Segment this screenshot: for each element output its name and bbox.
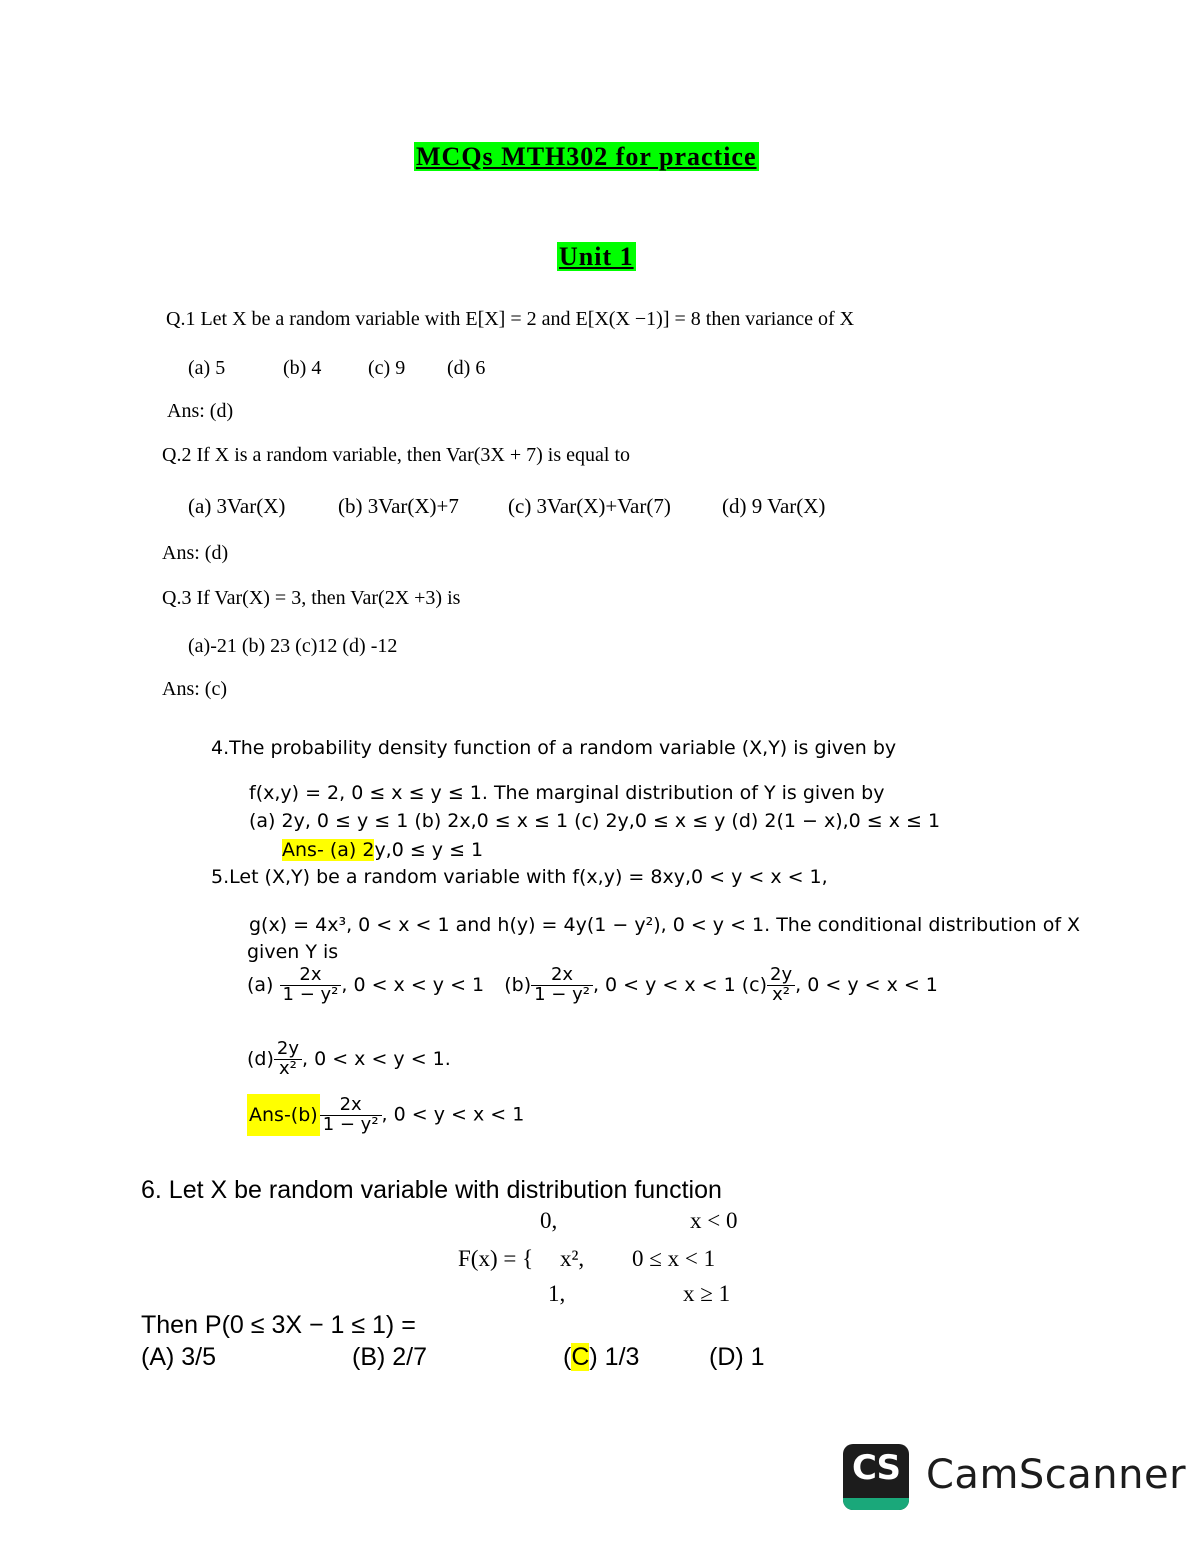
q5-option-c-cond: , 0 < y < x < 1: [795, 973, 938, 996]
q2-option-d: (d) 9 Var(X): [722, 494, 826, 518]
q1-options: [188, 357, 485, 380]
q1-option-c: (c) 9: [368, 357, 406, 379]
q1-text: Q.1 Let X be a random variable with E[X] = 2 and E[X(X −1)] = 8 then variance of X: [166, 308, 855, 330]
q3-options: (a)-21 (b) 23 (c)12 (d) -12: [188, 635, 398, 657]
q1-option-d: (d) 6: [447, 357, 486, 379]
q5-option-d-cond: , 0 < x < y < 1.: [302, 1047, 451, 1070]
q5-line1: 5.Let (X,Y) be a random variable with f(x,y) = 8xy,0 < y < x < 1,: [211, 866, 828, 888]
q2-text: Q.2 If X is a random variable, then Var(3X + 7) is equal to: [162, 444, 631, 466]
q5-option-d-row: [247, 1040, 451, 1079]
q5-answer-cond: , 0 < y < x < 1: [381, 1103, 525, 1126]
q5-option-c-fraction: [767, 966, 795, 1005]
q2-option-a: (a) 3Var(X): [188, 494, 286, 518]
q6-case2-value: x²,: [560, 1246, 585, 1271]
q5-option-c-den: x²: [772, 983, 791, 1005]
q5-option-c-label: (c): [741, 973, 768, 996]
q5-option-b-num: 2x: [531, 966, 593, 986]
q2-answer: Ans: (d): [162, 542, 229, 564]
q6-case3-condition: x ≥ 1: [683, 1281, 731, 1306]
q3-answer: Ans: (c): [162, 678, 227, 700]
q4-line1: 4.The probability density function of a random variable (X,Y) is given by: [211, 737, 897, 759]
page-title: [414, 142, 759, 172]
camscanner-logo-icon: [843, 1444, 909, 1510]
q6-option-c-rest: ) 1/3: [589, 1343, 640, 1371]
q5-answer-row: [247, 1094, 524, 1136]
q6-option-c: [563, 1343, 639, 1372]
q6-option-b: (B) 2/7: [352, 1343, 428, 1371]
q5-options-row: [247, 966, 938, 1005]
q5-line2: g(x) = 4x³, 0 < x < 1 and h(y) = 4y(1 − y²), 0 < y < 1. The conditional distribution of X: [249, 914, 1081, 936]
camscanner-badge-text: CS: [851, 1448, 901, 1488]
q5-option-d-fraction: [274, 1040, 302, 1079]
q5-option-b-label: (b): [504, 973, 532, 996]
q5-option-b-fraction: [531, 966, 593, 1005]
camscanner-badge-stripe: [843, 1498, 909, 1510]
q1-option-a: (a) 5: [188, 357, 226, 379]
q1-answer: Ans: (d): [167, 400, 234, 422]
q1-option-b: (b) 4: [283, 357, 322, 379]
q6-option-a: (A) 3/5: [141, 1343, 217, 1371]
q6-case3-value: 1,: [548, 1281, 566, 1306]
q5-option-d-num: 2y: [274, 1040, 302, 1060]
q2-option-c: (c) 3Var(X)+Var(7): [508, 494, 671, 518]
q5-option-b-den: 1 − y²: [534, 983, 590, 1005]
unit-heading: [557, 242, 636, 272]
q4-line3: (a) 2y, 0 ≤ y ≤ 1 (b) 2x,0 ≤ x ≤ 1 (c) 2y,0 ≤ x ≤ y (d) 2(1 − x),0 ≤ x ≤ 1: [249, 810, 941, 832]
q5-option-a-den: 1 − y²: [282, 983, 339, 1005]
q5-line3: given Y is: [247, 941, 339, 963]
q6-option-d: (D) 1: [709, 1343, 765, 1371]
q6-then: Then P(0 ≤ 3X − 1 ≤ 1) =: [141, 1311, 416, 1339]
q6-option-c-open: (: [563, 1343, 572, 1371]
q5-answer-fraction: [320, 1093, 382, 1135]
q6-case1-condition: x < 0: [690, 1208, 738, 1233]
q6-line1: 6. Let X be random variable with distribution function: [141, 1176, 722, 1204]
q5-option-a-label: (a): [247, 973, 274, 996]
q6-case2-condition: 0 ≤ x < 1: [632, 1246, 716, 1271]
q4-answer-highlight: Ans- (a) 2: [282, 839, 375, 861]
q2-option-b: (b) 3Var(X)+7: [338, 494, 459, 518]
q4-answer: [282, 839, 483, 861]
q6-case1-value: 0,: [540, 1208, 558, 1233]
q5-option-d-label: (d): [247, 1047, 274, 1070]
q6-function-label: F(x) = {: [458, 1246, 534, 1271]
unit-text: Unit 1: [559, 242, 634, 271]
q5-answer-highlight: Ans-(b): [247, 1094, 320, 1136]
q3-text: Q.3 If Var(X) = 3, then Var(2X +3) is: [162, 587, 461, 609]
q5-option-d-den: x²: [279, 1057, 297, 1079]
q5-option-a-num: 2x: [280, 966, 342, 986]
q6-option-c-highlight: C: [571, 1343, 590, 1371]
q5-answer-num: 2x: [320, 1096, 382, 1116]
q5-option-c-num: 2y: [767, 966, 795, 986]
q4-line2: f(x,y) = 2, 0 ≤ x ≤ y ≤ 1. The marginal distribution of Y is given by: [249, 782, 885, 804]
q4-answer-rest: y,0 ≤ y ≤ 1: [374, 839, 484, 861]
q5-option-a-cond: , 0 < x < y < 1: [341, 973, 485, 996]
title-text: MCQs MTH302 for practice: [416, 142, 757, 171]
q2-options: [188, 494, 825, 519]
q5-option-a-fraction: [280, 966, 342, 1005]
q5-option-b-cond: , 0 < y < x < 1: [592, 973, 736, 996]
q5-answer-den: 1 − y²: [322, 1113, 379, 1135]
camscanner-logo-text: CamScanner: [926, 1452, 1187, 1498]
